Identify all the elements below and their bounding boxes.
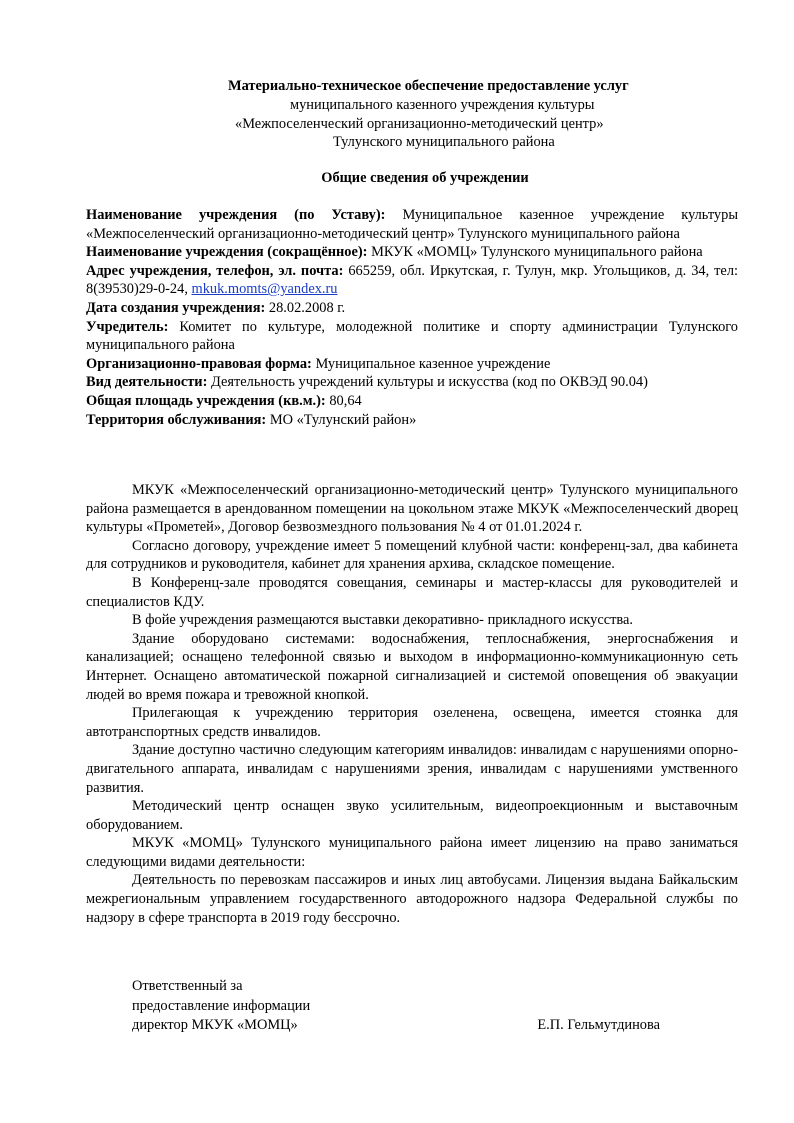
paragraph: Здание оборудовано системами: водоснабжения, теплоснабжения, энергоснабжения и канализацией; оснащено телефонной связью и выходом в информационно-коммуникационную сеть Интернет. Оснащено автоматической пожарной сигнализацией и системой оповещения об эвакуации людей во время пожара и тревожной кнопкой. bbox=[86, 630, 738, 703]
field-label: Адрес учреждения, телефон, эл. почта: bbox=[86, 262, 344, 279]
signature-block bbox=[132, 977, 692, 1036]
paragraph: МКУК «Межпоселенческий организационно-методический центр» Тулунского муниципального района размещается в арендованном помещении на цокольном этаже МКУК «Межпоселенческий дворец культуры «Прометей», Договор безвозмездного пользования № 4 от 01.01.2024 г. bbox=[86, 482, 738, 536]
field-territory bbox=[86, 411, 738, 430]
paragraph: МКУК «МОМЦ» Тулунского муниципального района имеет лицензию на право заниматься следующими видами деятельности: bbox=[86, 835, 738, 870]
field-label: Территория обслуживания: bbox=[86, 411, 267, 428]
field-value: 28.02.2008 г. bbox=[268, 299, 346, 316]
general-info bbox=[86, 206, 738, 429]
field-value: Деятельность учреждений культуры и искусства (код по ОКВЭД 90.04) bbox=[211, 374, 648, 391]
field-full-name bbox=[86, 206, 738, 243]
field-area bbox=[86, 392, 738, 411]
body-text bbox=[86, 481, 738, 927]
field-short-name bbox=[86, 243, 738, 262]
field-label: Наименование учреждения (по Уставу): bbox=[86, 207, 386, 223]
header-line-2: муниципального казенного учреждения культуры bbox=[290, 97, 595, 113]
header-line-3: «Межпоселенческий организационно-методический центр» bbox=[235, 116, 604, 132]
field-value: МКУК «МОМЦ» Тулунского муниципального района bbox=[371, 244, 703, 261]
section-title: Общие сведения об учреждении bbox=[321, 170, 529, 186]
paragraph: Методический центр оснащен звуко усилительным, видеопроекционным и выставочным оборудованием. bbox=[86, 798, 738, 833]
signature-name: Е.П. Гельмутдинова bbox=[537, 1017, 660, 1033]
signature-line: предоставление информации bbox=[132, 997, 311, 1014]
paragraph: В фойе учреждения размещаются выставки декоративно- прикладного искусства. bbox=[132, 612, 634, 629]
field-label: Вид деятельности: bbox=[86, 374, 208, 391]
field-value: Муниципальное казенное учреждение культуры «Межпоселенческий организационно-методический центр» Тулунского муниципального района bbox=[86, 207, 738, 242]
field-label: Учредитель: bbox=[86, 318, 169, 335]
field-label: Дата создания учреждения: bbox=[86, 299, 266, 316]
field-address bbox=[86, 262, 738, 299]
field-legal-form bbox=[86, 355, 738, 374]
field-value: 80,64 bbox=[329, 392, 362, 409]
field-creation-date bbox=[86, 299, 738, 318]
header-line-1: Материально-техническое обеспечение предоставление услуг bbox=[228, 78, 629, 94]
field-label: Организационно-правовая форма: bbox=[86, 355, 312, 372]
field-label: Наименование учреждения (сокращённое): bbox=[86, 244, 368, 261]
field-activity bbox=[86, 373, 738, 392]
paragraph: Деятельность по перевозкам пассажиров и иных лиц автобусами. Лицензия выдана Байкальским межрегиональным управлением государственного автодорожного надзора Федеральной службы по надзору в сфере транспорта в 2019 году бессрочно. bbox=[86, 872, 738, 926]
field-value: Муниципальное казенное учреждение bbox=[315, 355, 551, 372]
field-value: МО «Тулунский район» bbox=[269, 411, 417, 428]
field-value: 665259, обл. Иркутская, г. Тулун, мкр. Угольщиков, д. 34, тел: 8(39530)29-0-24, bbox=[86, 262, 739, 298]
paragraph: Здание доступно частично следующим категориям инвалидов: инвалидам с нарушениями опорно-двигательного аппарата, инвалидам с нарушениями зрения, инвалидам с нарушениями умственного развития. bbox=[86, 742, 738, 796]
header-line-4: Тулунского муниципального района bbox=[333, 134, 555, 150]
field-founder bbox=[86, 318, 738, 355]
signature-position: директор МКУК «МОМЦ» bbox=[132, 1017, 298, 1033]
field-label: Общая площадь учреждения (кв.м.): bbox=[86, 392, 326, 409]
email-link[interactable]: mkuk.momts@yandex.ru bbox=[191, 281, 338, 298]
paragraph: Прилегающая к учреждению территория озеленена, освещена, имеется стоянка для автотранспортных средств инвалидов. bbox=[86, 705, 738, 740]
signature-line: Ответственный за bbox=[132, 978, 243, 994]
paragraph: В Конференц-зале проводятся совещания, семинары и мастер-классы для руководителей и специалистов КДУ. bbox=[86, 574, 738, 610]
field-value: Комитет по культуре, молодежной политике и спорту администрации Тулунского муниципального района bbox=[86, 318, 739, 354]
signature-row bbox=[132, 1016, 660, 1036]
paragraph: Согласно договору, учреждение имеет 5 помещений клубной части: конференц-зал, два кабинета для сотрудников и руководителя, кабинет для хранения архива, складское помещение. bbox=[86, 537, 738, 573]
